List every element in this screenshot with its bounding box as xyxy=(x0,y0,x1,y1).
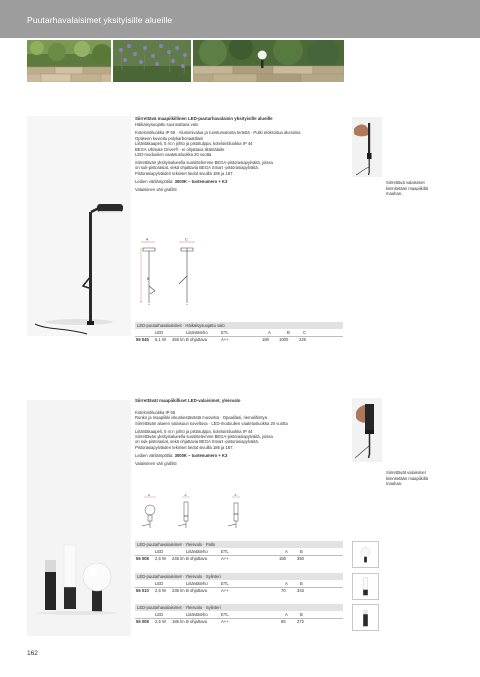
product-code: 55 008 xyxy=(136,619,149,624)
product-2-paragraph-2 xyxy=(135,429,343,451)
product-2-table-1 xyxy=(135,541,343,561)
spec-line: on suk-pistorasiat, sekä ohjattavia BEGA Smart -pistorasiapylväitä. xyxy=(135,165,259,171)
thumb-cylinder-light xyxy=(352,573,379,600)
spec-line: Siirrettävän yksityisalueella suosittelemme BEGA-pistorasiapylväitä, joissa xyxy=(135,434,273,440)
garden-photo-2 xyxy=(113,40,191,82)
product-code: 55 010 xyxy=(136,588,149,593)
product-1-paragraph-2 xyxy=(135,160,343,176)
table-title: LED-puutarhavalaisimet · Häikäisysuojattu valo xyxy=(135,322,343,329)
light-color-label: Ledien värilämpötila xyxy=(135,178,173,184)
cell: 272 xyxy=(297,619,304,624)
light-color-value: 3000K – tuotenumero + K3 xyxy=(174,178,228,184)
spec-line: Liitäntäkaapeli, 5 m:n johto ja pistotulppa, kotelointiluokka IP 44 xyxy=(135,428,253,434)
cell: B ohjattava xyxy=(186,588,207,593)
page-number: 162 xyxy=(27,650,38,657)
col-b: B xyxy=(300,612,303,617)
caption-line: maahan. xyxy=(386,191,403,197)
product-1-table xyxy=(135,322,343,342)
cell: 455 lm xyxy=(172,337,185,342)
cell: 180 xyxy=(262,337,269,342)
col-power: Liitäntäteho xyxy=(186,330,208,335)
garden-photo-3 xyxy=(193,40,344,82)
col-power: Liitäntäteho xyxy=(186,549,208,554)
spec-line: Pistorasiapylväiden tekniset tiedot sivuilla 186 ja 187. xyxy=(135,444,234,450)
col-a: A xyxy=(285,581,288,586)
col-a: A xyxy=(268,330,271,335)
spec-line: Runko ja maapiikki iskunkestävästä muovista · Opaalilasi, riemalihintya xyxy=(135,415,267,421)
product-photo-orbs xyxy=(27,400,131,636)
product-1-heading: Siirrettävä maapiikillinen LED-puutarhavalaisin yksityisille alueille xyxy=(135,116,273,121)
dim-label-b: B xyxy=(147,277,150,281)
cell: 85 xyxy=(281,619,286,624)
cell: 2,5 W xyxy=(155,619,166,624)
caption-line: maahan. xyxy=(386,481,403,487)
product-1-light-color: Ledien värilämpötila: 3000K – tuotenumero + K3 xyxy=(135,178,228,184)
product-1-description xyxy=(135,116,343,192)
spec-line: Kotelointiluokka IP 65 · Alumiinivalua ja ruostumatonta terästä · Putki eloksoitua alumiinia xyxy=(135,130,301,136)
product-1-finish: Valaisimen väri grafiitti xyxy=(135,186,177,192)
caption-line: Siirrettävät valaisimet xyxy=(386,470,426,475)
dim-label-c: C xyxy=(185,237,188,242)
col-b: B xyxy=(287,330,290,335)
cell: 5,1 W xyxy=(155,337,166,342)
col-power: Liitäntäteho xyxy=(186,581,208,586)
dim-label-a: A xyxy=(146,237,149,242)
cell: B ohjattava xyxy=(186,337,207,342)
cell: 350 xyxy=(297,556,304,561)
spec-line: Pistorasiapylväiden tekniset tiedot sivuilla 186 ja 187. xyxy=(135,170,234,176)
table-title: LED-puutarhavalaisimet · Yleisvalo · Pallo xyxy=(135,541,343,548)
side-caption-2 xyxy=(386,470,452,487)
dim-label: A xyxy=(148,493,151,497)
col-led: LED xyxy=(155,612,164,617)
garden-photo-1 xyxy=(27,40,111,82)
table-row xyxy=(135,587,343,593)
product-2-paragraph-1 xyxy=(135,410,343,426)
dim-label: A xyxy=(184,493,187,497)
side-photo-spike-mounting xyxy=(352,117,382,177)
table-title: LED-puutarhavalaisimet · Yleisvalo · Sylinteri xyxy=(135,604,343,611)
cell: 235 lm xyxy=(172,588,185,593)
spec-line: Kotelointiluokka IP 65 xyxy=(135,409,176,415)
light-color-label: Ledien värilämpötila xyxy=(135,452,173,458)
spec-line: BEGA Ultimate Driver® · ei ohjattava liitäntälaite xyxy=(135,146,225,152)
product-1-subheading: Häikäisysuojattu suunnattava valo xyxy=(135,121,199,127)
cell: B ohjattava xyxy=(186,556,207,561)
table-row xyxy=(135,555,343,561)
cell: 225 xyxy=(299,337,306,342)
col-etl: ETL xyxy=(221,330,229,335)
col-led: LED xyxy=(155,549,164,554)
col-etl: ETL xyxy=(221,549,229,554)
cell: 185 lm xyxy=(172,619,185,624)
side-caption-1 xyxy=(386,180,452,197)
col-a: A xyxy=(285,612,288,617)
table-title: LED-puutarhavalaisimet · Yleisvalo · Sylinteri xyxy=(135,573,343,580)
product-2-table-2 xyxy=(135,573,343,593)
product-photo-bollard xyxy=(27,116,131,336)
cell: B ohjattava xyxy=(186,619,207,624)
spec-line: Siirrettävän yksityisalueella suosittelemme BEGA-pistorasiapylväitä, joissa xyxy=(135,159,273,165)
spec-line: Optiseen kuvioitu polykarbonaattilasi xyxy=(135,135,203,141)
cell: A++ xyxy=(221,556,229,561)
spec-line: Siirrettävän alueen valaisuun soveltuva · LED-moduulien vaatetusluokka 20 vuotta xyxy=(135,420,288,426)
page-title: Puutarhavalaisimet yksityisille alueille xyxy=(27,15,173,25)
col-led: LED xyxy=(155,581,164,586)
product-2-finish: Valaisimen väri grafiitti xyxy=(135,460,177,466)
product-1-paragraph-1 xyxy=(135,130,343,157)
col-b: B xyxy=(300,549,303,554)
thumb-orb-light xyxy=(352,541,379,568)
cell: 343 xyxy=(297,588,304,593)
cell: 2,5 W xyxy=(155,556,166,561)
caption-line: kiinnitetään maapiikillä xyxy=(386,475,428,481)
caption-line: Siirrettävä valaisimet xyxy=(386,180,425,185)
product-1-dimension-drawing xyxy=(137,236,207,308)
product-code: 55 008 xyxy=(136,556,149,561)
spec-line: on suk-pistorasiat, sekä ohjattavia BEGA Smart -pistorasiapylväitä. xyxy=(135,439,259,445)
col-led: LED xyxy=(155,330,164,335)
cell: 245 lm xyxy=(172,556,185,561)
spec-line: Liitäntäkaapeli, 5 m:n johto ja pistotulppa, kotelointiluokka IP 44 xyxy=(135,141,253,147)
cell: A++ xyxy=(221,619,229,624)
side-photo-spike-mounting-2 xyxy=(352,398,382,462)
col-etl: ETL xyxy=(221,581,229,586)
product-2-light-color: Ledien värilämpötila: 3000K – tuotenumero + K3 xyxy=(135,452,228,458)
product-code: 55 045 xyxy=(136,337,149,342)
light-color-value: 3000K – tuotenumero + K3 xyxy=(174,452,228,458)
cell: A++ xyxy=(221,337,229,342)
product-2-table-3 xyxy=(135,604,343,624)
table-row xyxy=(135,336,343,342)
col-b: B xyxy=(300,581,303,586)
col-etl: ETL xyxy=(221,612,229,617)
col-c: C xyxy=(303,330,307,335)
product-2-heading: Siirrettävät maapiikilliset LED-valaisimet, yleisvalo xyxy=(135,398,241,403)
dim-label: A xyxy=(234,493,237,497)
col-a: A xyxy=(285,549,288,554)
cell: 1000 xyxy=(279,337,289,342)
col-power: Liitäntäteho xyxy=(186,612,208,617)
cell: 150 xyxy=(279,556,286,561)
product-2-dimension-drawing xyxy=(137,494,257,530)
spec-line: LED-moduulien vaatetusluokka 20 vuotta xyxy=(135,151,212,157)
cell: 2,5 W xyxy=(155,588,166,593)
cell: A++ xyxy=(221,588,229,593)
table-row xyxy=(135,618,343,624)
cell: 70 xyxy=(281,588,286,593)
page-header xyxy=(0,0,480,38)
caption-line: kiinnitetään maapiikillä xyxy=(386,185,428,191)
thumb-short-cylinder-light xyxy=(352,604,379,631)
product-2-description xyxy=(135,398,343,466)
